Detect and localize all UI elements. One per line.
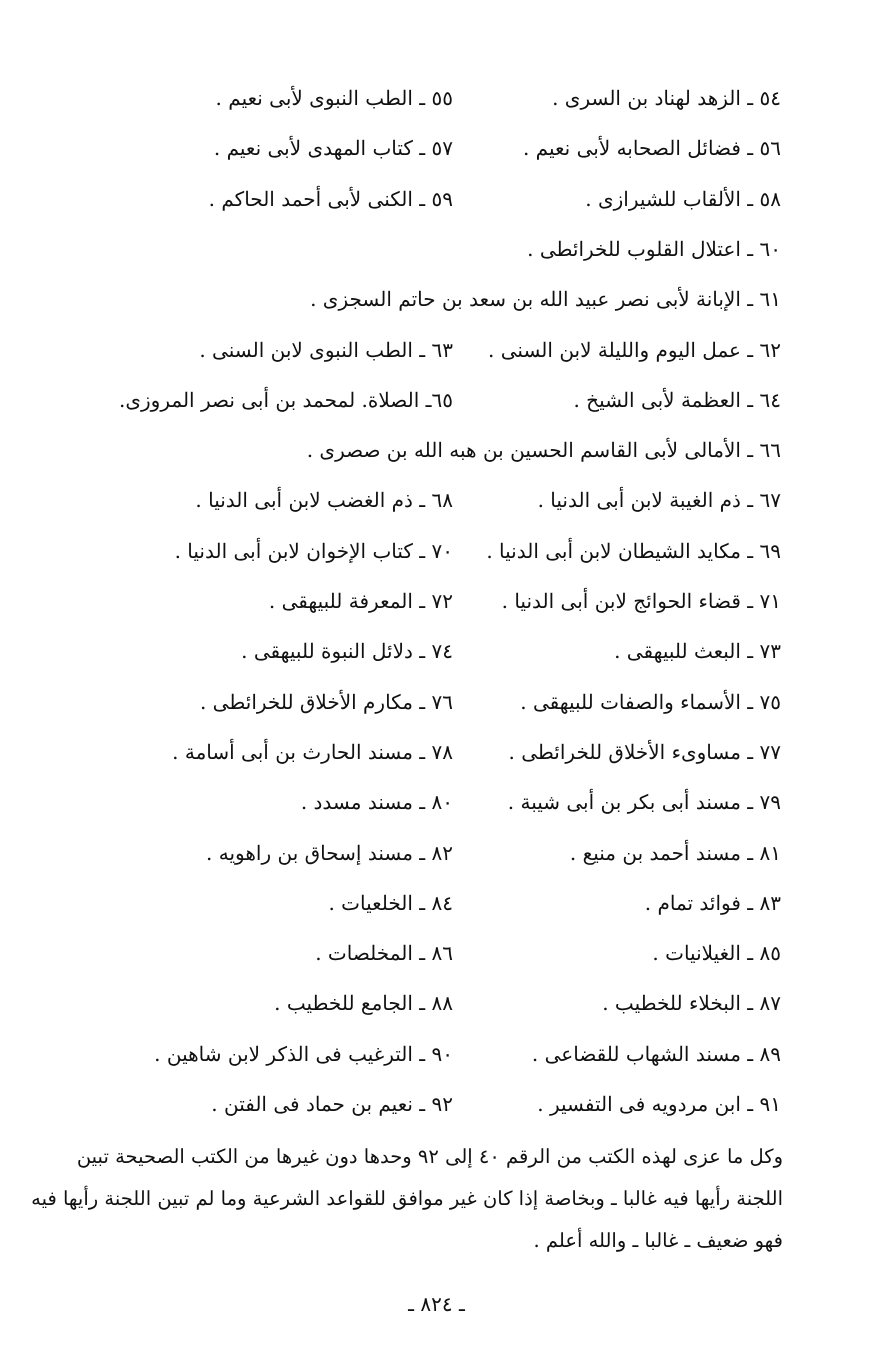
book-entry-left: ٦٨ ـ ذم الغضب لابن أبى الدنيا .: [195, 488, 453, 512]
paragraph-line-2: اللجنة رأيها فيه غالبا ـ وبخاصة إذا كان غير موافق للقواعد الشرعية وما لم تبين اللجنة رأيها فيه: [31, 1187, 783, 1210]
book-entry-right: ٨٥ ـ الغيلانيات .: [652, 941, 781, 965]
book-entry-left: ٥٥ ـ الطب النبوى لأبى نعيم .: [215, 86, 453, 110]
book-entry-right: ٦٤ ـ العظمة لأبى الشيخ .: [573, 388, 781, 412]
book-entry: ٦٦ ـ الأمالى لأبى القاسم الحسين بن هبه الله بن صصرى .: [306, 438, 781, 462]
book-entry-left: ٥٩ ـ الكنى لأبى أحمد الحاكم .: [208, 187, 453, 211]
book-entry-right: ٦٩ ـ مكايد الشيطان لابن أبى الدنيا .: [486, 539, 781, 563]
book-entry-right: ٥٦ ـ فضائل الصحابه لأبى نعيم .: [522, 136, 781, 160]
book-entry-right: ٦٧ ـ ذم الغيبة لابن أبى الدنيا .: [537, 488, 781, 512]
book-entry-right: ٨٣ ـ فوائد تمام .: [644, 891, 781, 915]
book-entry-right: ٨٧ ـ البخلاء للخطيب .: [602, 991, 781, 1015]
book-entry-right: ٧٩ ـ مسند أبى بكر بن أبى شيبة .: [507, 790, 781, 814]
book-entry-right: ٦٢ ـ عمل اليوم والليلة لابن السنى .: [488, 338, 781, 362]
book-entry-left: ٧٤ ـ دلائل النبوة للبيهقى .: [241, 639, 453, 663]
book-entry-right: ٧١ ـ قضاء الحوائج لابن أبى الدنيا .: [501, 589, 781, 613]
book-entry-left: ٨٨ ـ الجامع للخطيب .: [274, 991, 453, 1015]
book-entry-left: ٧٨ ـ مسند الحارث بن أبى أسامة .: [172, 740, 453, 764]
book-entry-left: ٥٧ ـ كتاب المهدى لأبى نعيم .: [213, 136, 453, 160]
book-entry-right: ٥٨ ـ الألقاب للشيرازى .: [585, 187, 781, 211]
book-entry-right: ٥٤ ـ الزهد لهناد بن السرى .: [552, 86, 781, 110]
closing-paragraph: [31, 1136, 783, 1262]
book-entry-left: ٩٠ ـ الترغيب فى الذكر لابن شاهين .: [154, 1042, 453, 1066]
book-entry-left: ٨٠ ـ مسند مسدد .: [300, 790, 453, 814]
book-entry-left: ٦٥ـ الصلاة. لمحمد بن أبى نصر المروزى.: [119, 388, 453, 412]
book-entry-left: ٨٤ ـ الخلعيات .: [328, 891, 453, 915]
book-entry-left: ٧٠ ـ كتاب الإخوان لابن أبى الدنيا .: [174, 539, 453, 563]
book-entry-left: ٨٦ ـ المخلصات .: [315, 941, 453, 965]
book-entry-left: ٨٢ ـ مسند إسحاق بن راهويه .: [206, 841, 453, 865]
book-entry: ٦٠ ـ اعتلال القلوب للخرائطى .: [527, 237, 781, 261]
page-number: ـ ٨٢٤ ـ: [408, 1292, 465, 1316]
book-entry-right: ٧٥ ـ الأسماء والصفات للبيهقى .: [520, 690, 781, 714]
book-entry-right: ٩١ ـ ابن مردويه فى التفسير .: [537, 1092, 781, 1116]
book-entry-right: ٨٩ ـ مسند الشهاب للقضاعى .: [531, 1042, 781, 1066]
paragraph-line-1: وكل ما عزى لهذه الكتب من الرقم ٤٠ إلى ٩٢ وحدها دون غيرها من الكتب الصحيحة تبين: [76, 1145, 783, 1168]
book-entry-left: ٩٢ ـ نعيم بن حماد فى الفتن .: [211, 1092, 453, 1116]
book-entry-right: ٧٣ ـ البعث للبيهقى .: [614, 639, 781, 663]
book-entry-right: ٨١ ـ مسند أحمد بن منيع .: [569, 841, 781, 865]
paragraph-line-3: فهو ضعيف ـ غالبا ـ والله أعلم .: [533, 1229, 783, 1252]
book-entry-left: ٦٣ ـ الطب النبوى لابن السنى .: [199, 338, 453, 362]
book-entry-right: ٧٧ ـ مساوىء الأخلاق للخرائطى .: [508, 740, 781, 764]
book-entry-left: ٧٦ ـ مكارم الأخلاق للخرائطى .: [199, 690, 453, 714]
book-entry: ٦١ ـ الإبانة لأبى نصر عبيد الله بن سعد بن حاتم السجزى .: [310, 287, 781, 311]
book-entry-left: ٧٢ ـ المعرفة للبيهقى .: [268, 589, 453, 613]
